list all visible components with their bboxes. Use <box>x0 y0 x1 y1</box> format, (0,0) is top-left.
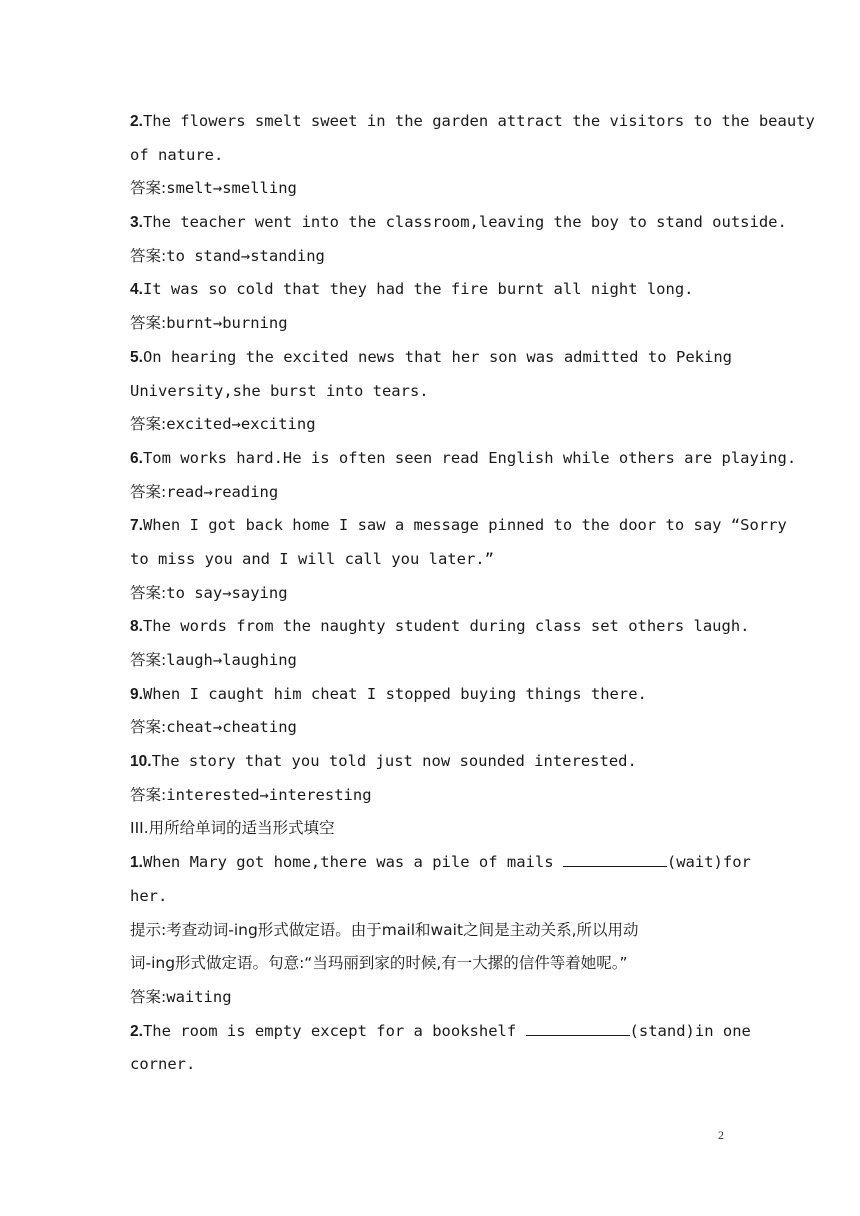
question-text: When Mary got home,there was a pile of mails <box>142 853 563 872</box>
answer-label: 答案: <box>130 246 167 265</box>
question-2-line-1 <box>130 105 815 139</box>
page-number: 2 <box>718 1128 724 1142</box>
fill-question-2-line-2: corner. <box>130 1055 196 1074</box>
answer-text: waiting <box>166 987 232 1006</box>
answer-6 <box>130 476 732 510</box>
question-text: The flowers smelt sweet in the garden attract the visitors to the beauty <box>142 112 815 130</box>
question-number: 5. <box>130 348 143 366</box>
question-5-line-2: University,she burst into tears. <box>130 381 429 400</box>
answer-10 <box>130 779 732 813</box>
question-5-line-1 <box>130 341 732 375</box>
question-9 <box>130 678 732 712</box>
answer-label: 答案: <box>130 785 167 804</box>
hint-label: 提示: <box>130 920 167 939</box>
answer-text: excited→exciting <box>166 415 316 434</box>
question-text: When I got back home I saw a message pinned to the door to say “Sorry <box>142 516 787 535</box>
question-number: 6. <box>130 449 143 467</box>
hint-line-2: 词-ing形式做定语。句意:“当玛丽到家的时候,有一大摞的信件等着她呢。” <box>130 954 628 973</box>
answer-label: 答案: <box>130 314 167 333</box>
question-8 <box>130 610 750 644</box>
question-number: 2. <box>130 113 143 130</box>
answer-text: smelt→smelling <box>166 179 297 198</box>
answer-label: 答案: <box>130 415 167 434</box>
question-3 <box>130 206 787 240</box>
document-body <box>130 105 815 1082</box>
hint-line-1 <box>130 914 732 948</box>
fill-question-1-line-2: her. <box>130 886 168 905</box>
answer-label: 答案: <box>130 482 167 501</box>
answer-blank[interactable] <box>563 851 667 867</box>
fill-question-1-line-1 <box>130 846 751 880</box>
question-7-line-2: to miss you and I will call you later.” <box>130 549 494 568</box>
answer-3 <box>130 240 732 274</box>
question-hint-word: (wait)for <box>666 853 751 872</box>
question-number: 9. <box>130 685 143 703</box>
question-text: The words from the naughty student during class set others laugh. <box>142 617 750 636</box>
answer-text: cheat→cheating <box>166 718 297 737</box>
question-text: On hearing the excited news that her son was admitted to Peking <box>142 347 732 366</box>
answer-text: read→reading <box>166 482 279 501</box>
question-10 <box>130 745 732 779</box>
question-hint-word: (stand)in one <box>629 1021 751 1040</box>
section-heading: III.用所给单词的适当形式填空 <box>130 819 335 838</box>
question-text: It was so cold that they had the fire burnt all night long. <box>142 280 694 299</box>
question-number: 10. <box>130 753 152 771</box>
answer-2 <box>130 172 732 206</box>
answer-blank[interactable] <box>526 1020 630 1036</box>
question-2-line-2: of nature. <box>130 145 224 164</box>
answer-9 <box>130 711 732 745</box>
question-text: When I caught him cheat I stopped buying things there. <box>142 684 647 703</box>
question-number: 4. <box>130 281 143 299</box>
hint-text: 考查动词-ing形式做定语。由于mail和wait之间是主动关系,所以用动 <box>166 920 639 939</box>
question-number: 8. <box>130 618 143 636</box>
question-text: The story that you told just now sounded interested. <box>151 752 637 771</box>
answer-4 <box>130 307 732 341</box>
answer-5 <box>130 408 732 442</box>
question-text: The teacher went into the classroom,leaving the boy to stand outside. <box>142 213 787 232</box>
answer-label: 答案: <box>130 583 167 602</box>
answer-text: to say→saying <box>166 583 288 602</box>
answer-label: 答案: <box>130 179 167 198</box>
question-number: 1. <box>130 854 143 872</box>
answer-text: interested→interesting <box>166 785 372 804</box>
question-number: 7. <box>130 517 143 535</box>
answer-8 <box>130 644 732 678</box>
answer-label: 答案: <box>130 987 167 1006</box>
question-4 <box>130 273 732 307</box>
question-text: Tom works hard.He is often seen read English while others are playing. <box>142 448 797 467</box>
question-6 <box>130 442 797 476</box>
question-text: The room is empty except for a bookshelf <box>142 1021 526 1040</box>
fill-answer-1 <box>130 981 732 1015</box>
question-number: 3. <box>130 214 143 232</box>
answer-text: laugh→laughing <box>166 651 297 669</box>
question-number: 2. <box>130 1022 143 1040</box>
answer-label: 答案: <box>130 651 167 669</box>
fill-question-2-line-1 <box>130 1015 751 1049</box>
answer-7 <box>130 577 732 611</box>
question-7-line-1 <box>130 509 787 543</box>
answer-text: to stand→standing <box>166 246 325 265</box>
answer-label: 答案: <box>130 718 167 737</box>
answer-text: burnt→burning <box>166 314 288 333</box>
